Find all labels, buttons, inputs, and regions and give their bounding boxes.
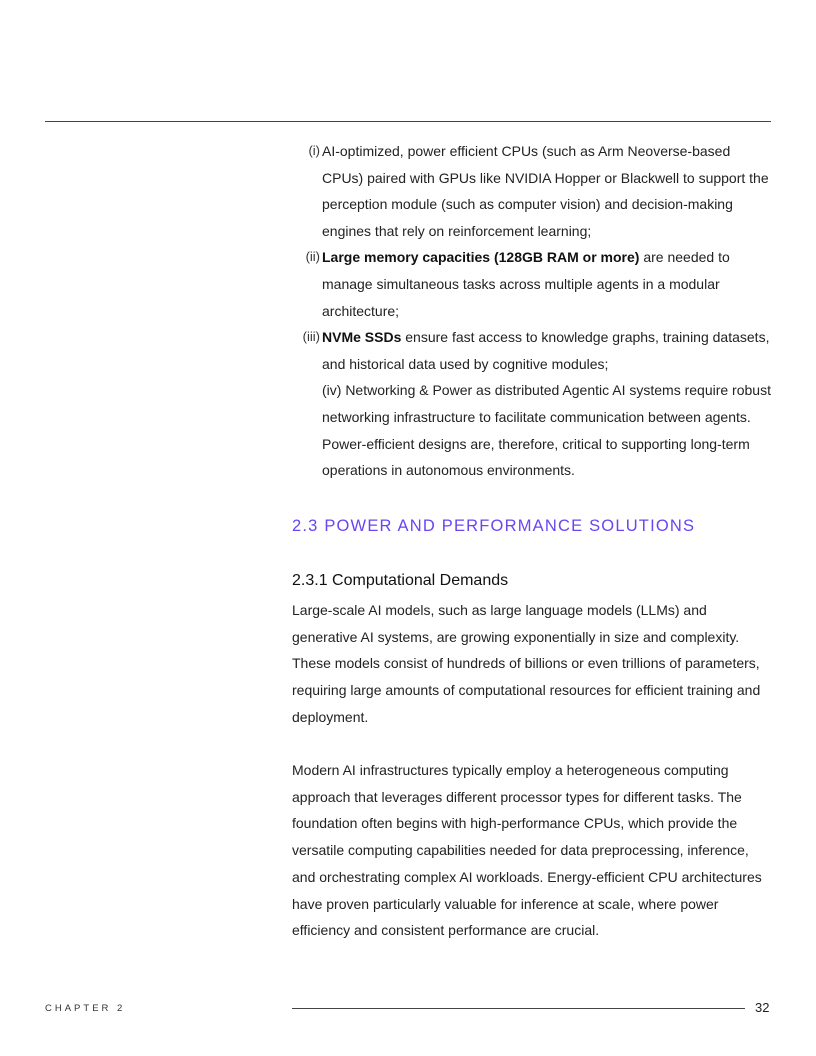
list-item — [292, 324, 772, 377]
footer-rule — [292, 1008, 745, 1009]
list-item-number: (i) — [308, 143, 320, 158]
list-item-text: ensure fast access to knowledge graphs, training datasets, and historical data used by cognitive modules; — [322, 329, 770, 372]
hardware-requirements-list — [292, 138, 772, 484]
list-item — [292, 138, 772, 244]
list-item-text: AI-optimized, power efficient CPUs (such as Arm Neoverse-based CPUs) paired with GPUs like NVIDIA Hopper or Blackwell to support the perception module (such as computer vision) and decision-making engines that rely on reinforcement learning; — [322, 143, 769, 239]
list-item — [292, 244, 772, 324]
subsection-heading: 2.3.1 Computational Demands — [292, 572, 509, 589]
chapter-label: CHAPTER 2 — [45, 1003, 126, 1014]
body-paragraph: Large-scale AI models, such as large language models (LLMs) and generative AI systems, are growing exponentially in size and complexity. These models consist of hundreds of billions or even trillions of parameters, requiring large amounts of computational resources for efficient training and deployment. — [292, 602, 761, 725]
list-item-bold-text: Large memory capacities (128GB RAM or more) — [322, 249, 640, 266]
body-paragraph: Modern AI infrastructures typically employ a heterogeneous computing approach that leverages different processor types for different tasks. The foundation often begins with high-performance CPUs, which provide the versatile computing capabilities needed for data preprocessing, inference, and orchestrating complex AI workloads. Energy-efficient CPU architectures have proven particularly valuable for inference at scale, where power efficiency and consistent performance are crucial. — [292, 762, 762, 939]
page-number: 32 — [755, 1000, 770, 1015]
section-heading: 2.3 POWER AND PERFORMANCE SOLUTIONS — [292, 517, 696, 535]
list-item-bold-text: NVMe SSDs — [322, 329, 402, 346]
list-item-number: (ii) — [305, 249, 320, 265]
list-item-text: (iv) Networking & Power as distributed Agentic AI systems require robust networking infrastructure to facilitate communication between agents. Power-efficient designs are, therefore, critical to supporting long-term operations in autonomous environments. — [322, 382, 771, 479]
list-item-number: (iii) — [302, 329, 320, 345]
list-item-text: are needed to manage simultaneous tasks across multiple agents in a modular architecture; — [322, 249, 730, 319]
header-rule — [45, 121, 771, 122]
list-item — [292, 377, 772, 483]
